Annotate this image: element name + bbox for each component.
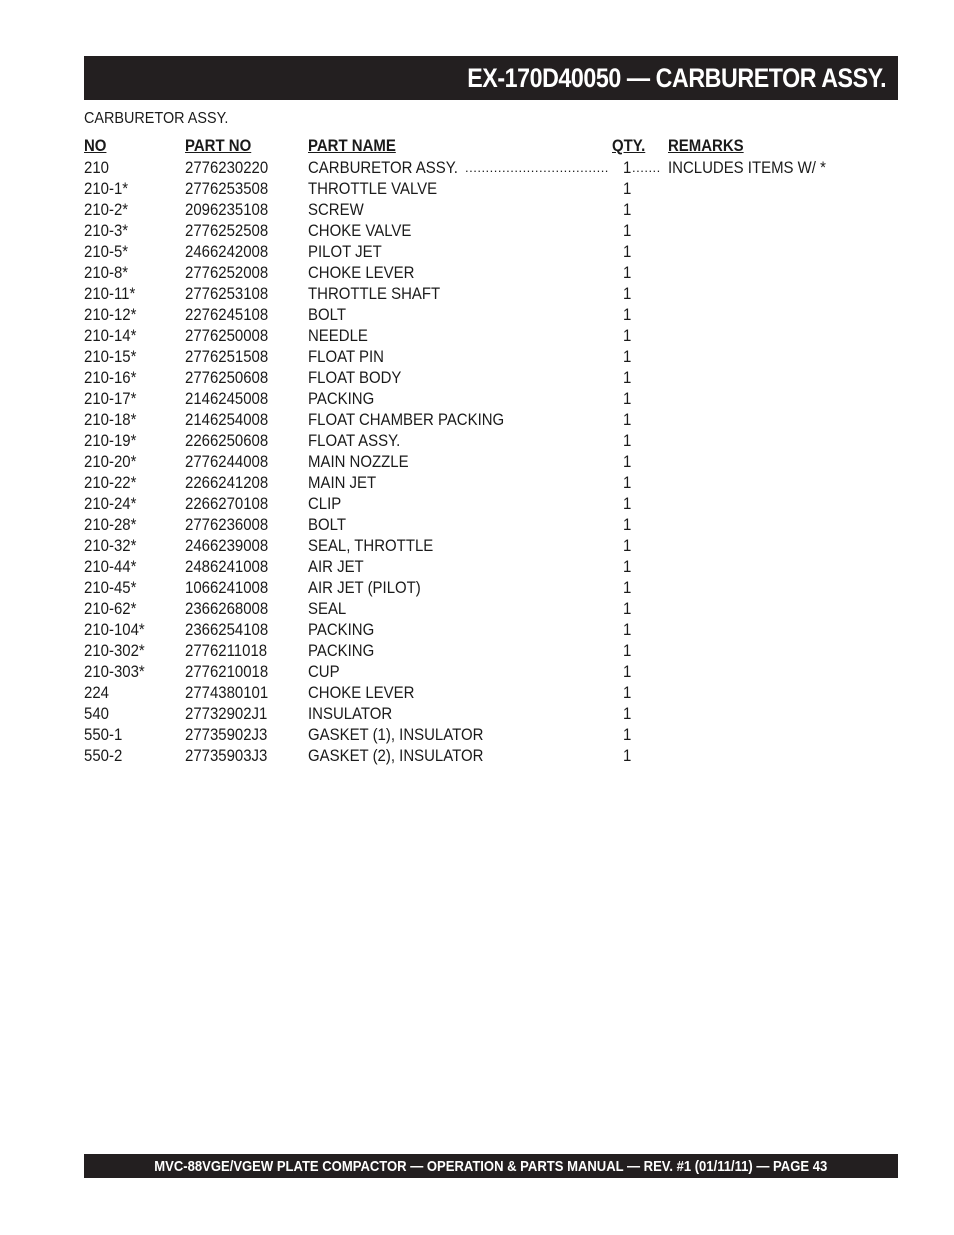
part-number: 2776252508	[185, 221, 269, 240]
part-qty: 1	[623, 536, 632, 555]
part-number-index: 210-302*	[84, 641, 145, 660]
part-number-index: 210-2*	[84, 200, 129, 219]
part-number: 2146254008	[185, 410, 269, 429]
part-number-index: 210-12*	[84, 305, 137, 324]
part-name: CARBURETOR ASSY.	[308, 158, 458, 177]
table-row	[0, 304, 954, 325]
part-qty: 1	[623, 599, 632, 618]
part-number-index: 210-44*	[84, 557, 137, 576]
header-part-name: PART NAME	[308, 136, 396, 155]
part-qty: 1	[623, 326, 632, 345]
part-number: 2486241008	[185, 557, 269, 576]
part-number-index: 550-1	[84, 725, 123, 744]
part-name: BOLT	[308, 515, 346, 534]
part-qty: 1	[623, 641, 632, 660]
footer-text: MVC-88VGE/VGEW PLATE COMPACTOR — OPERATION & PARTS MANUAL — REV. #1 (01/11/11) — PAGE 43	[154, 1157, 828, 1175]
part-number-index: 210-8*	[84, 263, 129, 282]
part-name: AIR JET (PILOT)	[308, 578, 421, 597]
table-row	[0, 556, 954, 577]
part-number: 2776211018	[185, 641, 268, 660]
table-row	[0, 535, 954, 556]
part-qty: 1	[623, 368, 632, 387]
part-name: CHOKE LEVER	[308, 683, 415, 702]
table-row	[0, 745, 954, 766]
part-qty: 1	[623, 284, 632, 303]
part-name: THROTTLE VALVE	[308, 179, 438, 198]
table-row	[0, 409, 954, 430]
part-name: SEAL	[308, 599, 347, 618]
part-number-index: 540	[84, 704, 109, 723]
parts-list	[0, 157, 954, 766]
part-name: SCREW	[308, 200, 364, 219]
part-number: 27735902J3	[185, 725, 268, 744]
part-number-index: 210-45*	[84, 578, 137, 597]
part-name: CUP	[308, 662, 340, 681]
part-number-index: 210-24*	[84, 494, 137, 513]
part-number-index: 210-20*	[84, 452, 137, 471]
part-qty: 1	[623, 494, 632, 513]
part-qty: 1	[623, 347, 632, 366]
part-number: 2776253508	[185, 179, 269, 198]
part-number-index: 210-28*	[84, 515, 137, 534]
part-name: INSULATOR	[308, 704, 393, 723]
part-number: 2266241208	[185, 473, 269, 492]
part-qty: 1	[623, 662, 632, 681]
part-number: 2276245108	[185, 305, 269, 324]
table-row	[0, 157, 954, 178]
part-number: 2776236008	[185, 515, 269, 534]
part-number: 2466239008	[185, 536, 269, 555]
part-number: 2776210018	[185, 662, 269, 681]
part-qty: 1	[623, 515, 632, 534]
part-name: PACKING	[308, 641, 375, 660]
part-qty: 1	[623, 620, 632, 639]
part-number-index: 210-11*	[84, 284, 136, 303]
table-row	[0, 661, 954, 682]
part-name: FLOAT BODY	[308, 368, 402, 387]
part-qty: 1	[623, 410, 632, 429]
table-row	[0, 430, 954, 451]
part-qty: 1	[623, 578, 632, 597]
part-qty: 1	[623, 704, 632, 723]
header-no: NO	[84, 136, 107, 155]
part-number: 2776244008	[185, 452, 269, 471]
part-name: PACKING	[308, 389, 375, 408]
part-number-index: 210-62*	[84, 599, 137, 618]
table-row	[0, 451, 954, 472]
part-name: THROTTLE SHAFT	[308, 284, 441, 303]
part-qty: 1	[623, 263, 632, 282]
page-title-bar	[84, 56, 898, 100]
table-row	[0, 598, 954, 619]
header-remarks: REMARKS	[668, 136, 744, 155]
part-qty: 1	[623, 389, 632, 408]
part-name: PILOT JET	[308, 242, 382, 261]
part-name: FLOAT PIN	[308, 347, 384, 366]
part-number-index: 210-15*	[84, 347, 137, 366]
part-qty: 1	[623, 473, 632, 492]
table-row	[0, 346, 954, 367]
part-number: 2096235108	[185, 200, 269, 219]
part-name: MAIN JET	[308, 473, 377, 492]
table-row	[0, 514, 954, 535]
part-number: 2776250008	[185, 326, 269, 345]
table-row	[0, 703, 954, 724]
table-row	[0, 682, 954, 703]
part-number-index: 210-32*	[84, 536, 137, 555]
page-title: EX-170D40050 — CARBURETOR ASSY.	[467, 62, 886, 93]
part-number-index: 210-1*	[84, 179, 129, 198]
part-qty: 1	[623, 452, 632, 471]
part-number-index: 210-5*	[84, 242, 129, 261]
part-name: NEEDLE	[308, 326, 368, 345]
part-name: AIR JET	[308, 557, 364, 576]
part-number-index: 224	[84, 683, 109, 702]
part-qty: 1	[623, 158, 632, 177]
table-row	[0, 577, 954, 598]
part-name: CHOKE VALVE	[308, 221, 412, 240]
part-number: 2774380101	[185, 683, 269, 702]
part-number-index: 210-17*	[84, 389, 137, 408]
part-number-index: 210-3*	[84, 221, 129, 240]
part-qty: 1	[623, 746, 632, 765]
part-name: FLOAT CHAMBER PACKING	[308, 410, 505, 429]
table-row	[0, 640, 954, 661]
part-qty: 1	[623, 557, 632, 576]
part-name: FLOAT ASSY.	[308, 431, 401, 450]
header-part-no: PART NO	[185, 136, 252, 155]
table-row	[0, 241, 954, 262]
table-row	[0, 367, 954, 388]
part-name: BOLT	[308, 305, 346, 324]
part-number-index: 210-14*	[84, 326, 137, 345]
table-row	[0, 178, 954, 199]
table-row	[0, 199, 954, 220]
section-label: CARBURETOR ASSY.	[84, 110, 229, 127]
part-qty: 1	[623, 200, 632, 219]
table-row	[0, 619, 954, 640]
part-number-index: 550-2	[84, 746, 123, 765]
part-number: 2776253108	[185, 284, 269, 303]
part-number: 27732902J1	[185, 704, 268, 723]
part-qty: 1	[623, 179, 632, 198]
part-name: PACKING	[308, 620, 375, 639]
table-row	[0, 220, 954, 241]
part-qty: 1	[623, 305, 632, 324]
part-qty: 1	[623, 242, 632, 261]
part-number-index: 210-19*	[84, 431, 137, 450]
part-number: 2466242008	[185, 242, 269, 261]
part-name: MAIN NOZZLE	[308, 452, 409, 471]
part-name: SEAL, THROTTLE	[308, 536, 434, 555]
part-number-index: 210	[84, 158, 109, 177]
part-number: 2266250608	[185, 431, 269, 450]
table-row	[0, 472, 954, 493]
part-remarks: INCLUDES ITEMS W/ *	[668, 158, 826, 177]
part-name: GASKET (1), INSULATOR	[308, 725, 484, 744]
table-row	[0, 724, 954, 745]
part-qty: 1	[623, 683, 632, 702]
part-number: 1066241008	[185, 578, 269, 597]
footer-bar	[84, 1154, 898, 1178]
table-row	[0, 493, 954, 514]
table-row	[0, 283, 954, 304]
dot-leader: .......	[632, 160, 661, 175]
part-number: 2776252008	[185, 263, 269, 282]
dot-leader: ...................................	[465, 160, 609, 175]
part-number: 2366254108	[185, 620, 269, 639]
part-number: 2146245008	[185, 389, 269, 408]
part-number-index: 210-18*	[84, 410, 137, 429]
table-row	[0, 325, 954, 346]
part-number-index: 210-22*	[84, 473, 137, 492]
part-name: CLIP	[308, 494, 342, 513]
header-qty: QTY.	[612, 136, 646, 155]
part-qty: 1	[623, 221, 632, 240]
part-name: GASKET (2), INSULATOR	[308, 746, 484, 765]
part-number-index: 210-303*	[84, 662, 145, 681]
part-number: 2266270108	[185, 494, 269, 513]
part-number: 2776251508	[185, 347, 269, 366]
part-number: 2776230220	[185, 158, 269, 177]
part-number: 27735903J3	[185, 746, 268, 765]
table-header	[0, 135, 954, 157]
part-qty: 1	[623, 725, 632, 744]
part-number: 2366268008	[185, 599, 269, 618]
part-name: CHOKE LEVER	[308, 263, 415, 282]
part-qty: 1	[623, 431, 632, 450]
part-number-index: 210-16*	[84, 368, 137, 387]
part-number: 2776250608	[185, 368, 269, 387]
part-number-index: 210-104*	[84, 620, 145, 639]
table-row	[0, 262, 954, 283]
table-row	[0, 388, 954, 409]
